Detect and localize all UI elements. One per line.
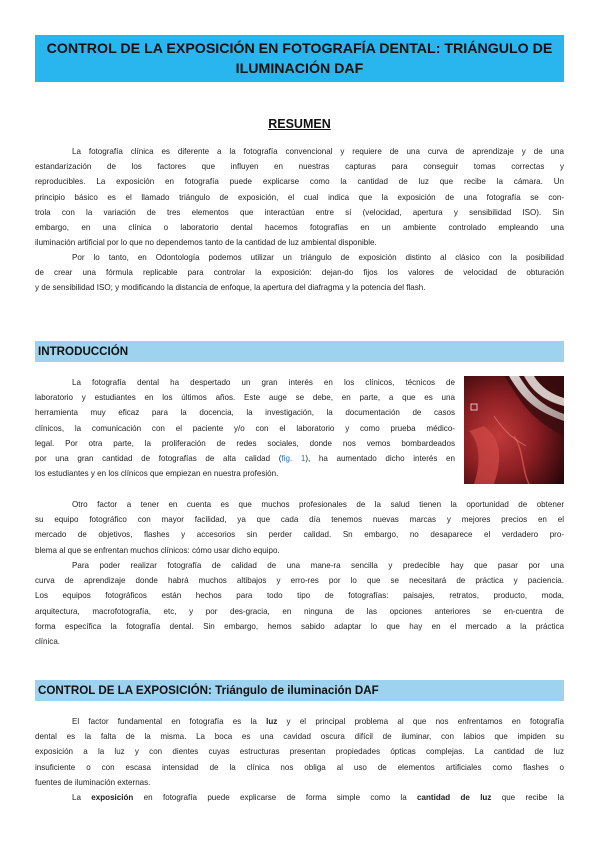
text-line (35, 714, 564, 729)
text-line: clínica. (35, 636, 61, 646)
text-line: laboratorio y estudiantes en los últimos años. Este auge se debe, en parte, a que es una (35, 393, 455, 403)
bold-term-luz: luz (266, 717, 278, 726)
text-line: embargo, en una clínica o laboratorio dental hacemos fotografías en un ambiente controlado empleando una (35, 222, 564, 232)
control-paragraph-2 (35, 790, 564, 805)
text-line (35, 451, 455, 466)
text-line: dental es la falta de la misma. La boca es una cavidad oscura difícil de iluminar, con labios que impiden su (35, 732, 564, 742)
text-segment: y el principal problema al que nos enfrentamos en fotografía (277, 717, 565, 726)
text-line: Por lo tanto, en Odontología podemos utilizar un triángulo de exposición distinto al clásico con la posibilidad (72, 253, 564, 262)
text-line: insuficiente o con escasa intensidad de la clínica nos obliga al uso de elementos artificiales como flashes o (35, 762, 564, 772)
text-line: reproducibles. La exposición en fotografía puede explicarse como la cantidad de luz que recibe la cámara. Un (35, 177, 564, 187)
text-line: y de sensibilidad ISO; y modificando la distancia de enfoque, la apertura del diafragma y la potencia del flash. (35, 283, 426, 293)
text-line: iluminación artificial por lo que no dependemos tanto de la cantidad de luz ambiental disponible. (35, 238, 377, 248)
text-line: curva de aprendizaje donde habrá muchos altibajos y erro-res por lo que se necesitará de práctica y paciencia. (35, 576, 564, 586)
text-segment: ), ha aumentado dicho interés en (305, 453, 455, 463)
text-line: La fotografía dental ha despertado un gran interés en los clínicos, técnicos de (72, 378, 455, 387)
text-segment: El factor fundamental en fotografía es la (72, 717, 267, 726)
text-line: estandarización de los factores que influyen en nuestras capturas para conseguir tomas correctas y (35, 162, 564, 172)
introduccion-section-bar (35, 341, 564, 362)
text-line: clínicos, la comunicación con el paciente y/o con el laboratorio y como prueba médico- (35, 423, 455, 433)
text-line: herramienta muy eficaz para la docencia, la investigación, la documentación de casos (35, 408, 455, 418)
introduccion-paragraph-3 (35, 558, 564, 649)
text-line (35, 790, 564, 805)
text-segment: La (72, 793, 92, 802)
text-line: forma específica la fotografía dental. Sin embargo, hemos sabido adaptar lo que hay en el mercado a la práctica (35, 621, 564, 631)
document-title-banner (35, 35, 564, 82)
text-line: Otro factor a tener en cuenta es que muchos profesionales de la salud tienen la oportunidad de obtener (72, 500, 564, 509)
introduccion-paragraph-1 (35, 375, 455, 481)
text-line: exposición a la luz y con dientes cuyas estructuras presentan propiedades ópticas complejas. La cantidad de luz (35, 747, 564, 757)
document-title-line-1: CONTROL DE LA EXPOSICIÓN EN FOTOGRAFÍA DENTAL: TRIÁNGULO DE (46, 40, 553, 57)
introduccion-paragraph-2 (35, 497, 564, 558)
document-title-line-2: ILUMINACIÓN DAF (235, 60, 364, 77)
figure-1-link[interactable]: fig. 1 (281, 453, 306, 463)
text-line: de crear una fórmula replicable para controlar la exposición: dejan-do fijos los valores de velocidad de obturación (35, 268, 564, 278)
resumen-heading: RESUMEN (268, 117, 331, 131)
resumen-paragraph-2 (35, 250, 564, 296)
text-segment: por una gran cantidad de fotografías de alta calidad ( (35, 453, 282, 463)
resumen-paragraph-1 (35, 144, 564, 250)
text-line: fuentes de iluminación externas. (35, 777, 151, 787)
figure-1-dental-photo (464, 376, 564, 484)
control-exposicion-section-bar (35, 680, 564, 701)
text-line: principio básico es el llamado triángulo de exposición, el cual indica que la exposición de una fotografía se con- (35, 192, 564, 202)
control-paragraph-1 (35, 714, 564, 790)
control-exposicion-heading: CONTROL DE LA EXPOSICIÓN: Triángulo de iluminación DAF (38, 684, 379, 697)
text-line: arquitectura, macrofotografía, etc, y por des-gracia, en ninguna de las opciones anteriores se en-cuentra de (35, 606, 564, 616)
text-segment: que recibe la (491, 793, 565, 802)
text-line: blema al que se enfrentan muchos clínicos: cómo usar dicho equipo. (35, 545, 280, 555)
text-line: Los equipos fotográficos están hechos para todo tipo de fotografías: paisajes, retratos, producto, moda, (35, 591, 564, 601)
text-line: legal. Por otra parte, la proliferación de redes sociales, donde nos vemos bombardeados (35, 438, 455, 448)
bold-term-exposicion: exposición (91, 793, 134, 802)
text-line: los estudiantes y en los clínicos que empiezan en nuestra profesión. (35, 469, 279, 479)
text-line: La fotografía clínica es diferente a la fotografía convencional y requiere de una curva de aprendizaje y de una (72, 147, 564, 156)
text-line: su equipo fotográfico con mayor facilidad, ya que cada día tenemos nuevas marcas y mejores precios en el (35, 515, 564, 525)
text-line: trola con la variación de tres elementos que interactúan entre sí (velocidad, apertura y sensibilidad ISO). Sin (35, 207, 564, 217)
text-line: Para poder realizar fotografía de calidad de una mane-ra sencilla y predecible hay que pasar por una (72, 561, 564, 570)
text-line: mercado de objetivos, flashes y accesorios sin perder calidad. Sn embargo, no desaparece el verdadero pro- (35, 530, 564, 540)
text-segment: en fotografía puede explicarse de forma simple como la (133, 793, 418, 802)
introduccion-heading: INTRODUCCIÓN (38, 345, 129, 358)
bold-term-cantidad-de-luz: cantidad de luz (417, 793, 492, 802)
